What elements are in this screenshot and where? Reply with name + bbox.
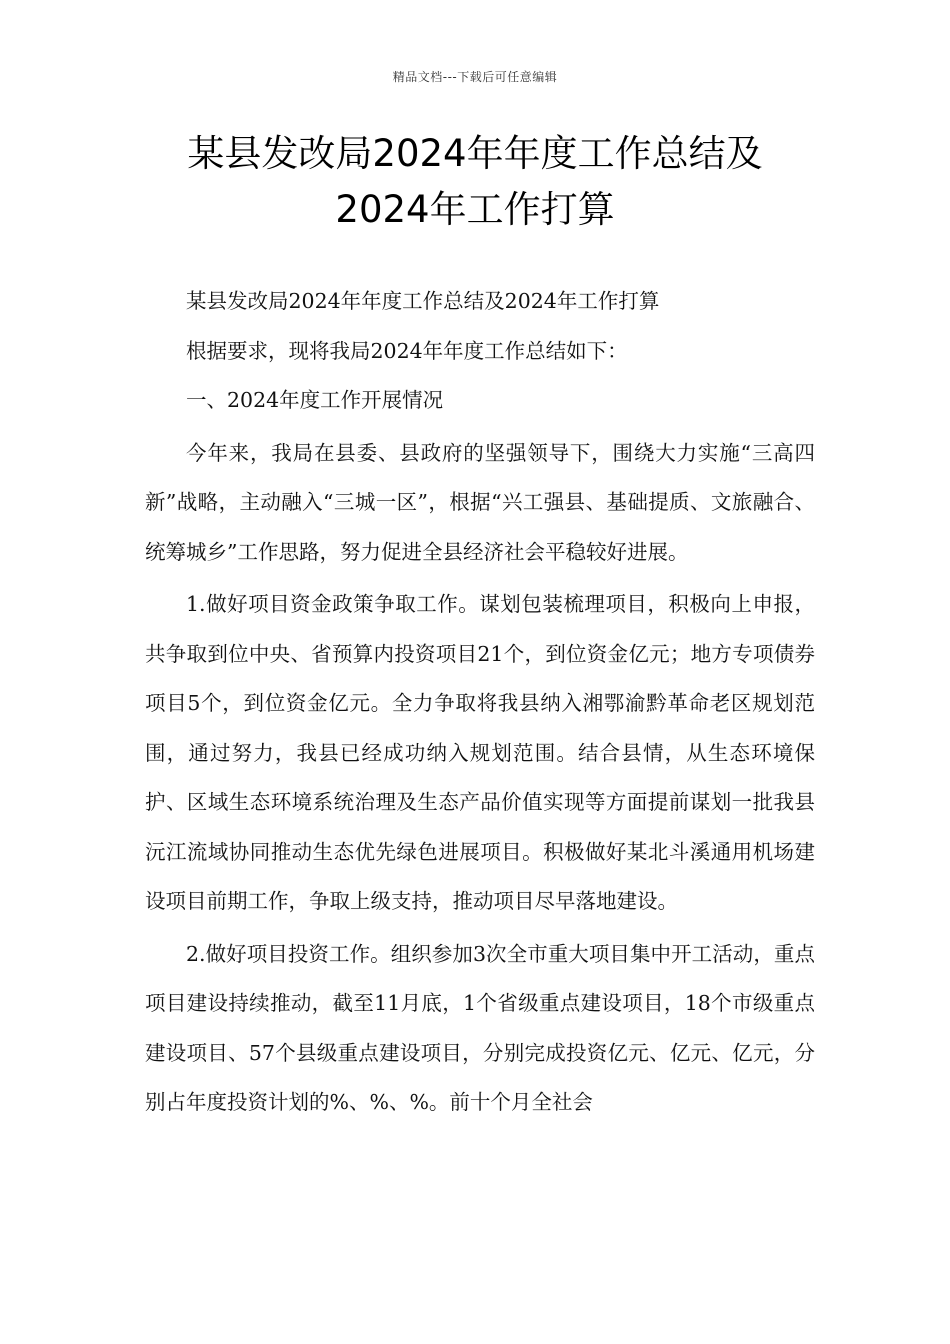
paragraph-item-2: 2.做好项目投资工作。组织参加3次全市重大项目集中开工活动，重点项目建设持续推动，截至11月底，1个省级重点建设项目，18个市级重点建设项目、57个县级重点建设项目，分别完成投资亿元、亿元、亿元，分别占年度投资计划的%、%、%。前十个月全社会 (145, 941, 815, 1114)
paragraph-subtitle: 某县发改局2024年年度工作总结及2024年工作打算 (186, 289, 660, 313)
page-header-note: 精品文档---下载后可任意编辑 (392, 70, 558, 84)
paragraph-intro: 根据要求，现将我局2024年年度工作总结如下： (186, 338, 628, 363)
document-title (0, 126, 950, 238)
section-heading-1: 一、2024年度工作开展情况 (186, 388, 444, 412)
document-title-line-1: 某县发改局2024年年度工作总结及 (187, 132, 763, 175)
paragraph-overview: 今年来，我局在县委、县政府的坚强领导下，围绕大力实施“三高四新”战略，主动融入“三城一区”，根据“兴工强县、基础提质、文旅融合、统筹城乡”工作思路，努力促进全县经济社会平稳较好进展。 (145, 440, 815, 564)
paragraph-item-1: 1.做好项目资金政策争取工作。谋划包装梳理项目，积极向上申报，共争取到位中央、省预算内投资项目21个，到位资金亿元；地方专项债券项目5个，到位资金亿元。全力争取将我县纳入湘鄂渝黔革命老区规划范围，通过努力，我县已经成功纳入规划范围。结合县情，从生态环境保护、区域生态环境系统治理及生态产品价值实现等方面提前谋划一批我县沅江流域协同推动生态优先绿色进展项目。积极做好某北斗溪通用机场建设项目前期工作，争取上级支持，推动项目尽早落地建设。 (145, 592, 815, 913)
document-body (145, 277, 815, 1128)
document-title-line-2: 2024年工作打算 (335, 188, 615, 231)
